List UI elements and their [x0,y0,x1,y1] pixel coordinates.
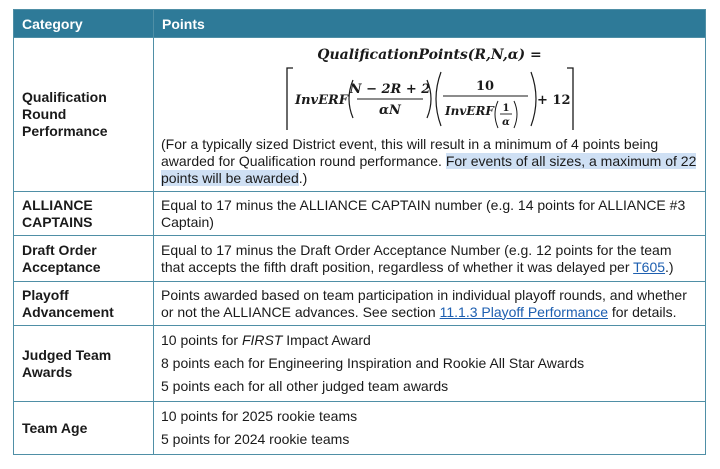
formula-num-2: 10 [475,79,494,94]
category-qualification: Qualification Round Performance [14,38,154,192]
points-captains: Equal to 17 minus the ALLIANCE CAPTAIN number (e.g. 14 points for ALLIANCE #3 Captain) [154,192,706,236]
qualification-note-end: .) [298,170,308,186]
points-draft [154,236,706,282]
paren-open-2 [436,72,441,126]
category-playoff: Playoff Advancement [14,282,154,326]
qualification-note [161,136,698,187]
team-age-line-2025: 10 points for 2025 rookie teams [161,408,358,424]
formula-fn-1: InvERF [294,93,348,108]
playoff-performance-link[interactable]: 11.1.3 Playoff Performance [439,303,608,320]
left-ceiling-bracket [287,68,293,130]
first-emphasis: FIRST [241,332,283,348]
qualification-note-highlight: For events of all sizes, a maximum of 22 points will be awarded [161,153,697,186]
playoff-text: Points awarded based on team participation in individual playoff rounds, and whether or not the ALLIANCE advances. See section [161,286,687,320]
category-judged: Judged Team Awards [14,326,154,402]
table-row [14,326,706,402]
category-captains: ALLIANCE CAPTAINS [14,192,154,236]
formula-one: 1 [502,103,509,114]
table-header-row [14,10,706,38]
table-row [14,38,706,192]
points-playoff [154,282,706,326]
formula-fn-2: InvERF [444,104,494,118]
table-row [14,402,706,455]
table-row [14,236,706,282]
formula-num-1: N − 2R + 2 [349,82,430,97]
category-draft: Draft Order Acceptance [14,236,154,282]
qualification-formula [285,66,575,132]
draft-text: Equal to 17 minus the Draft Order Acceptance Number (e.g. 12 points for the team that accepts the fifth draft position, regardless of whether it was delayed per [161,241,672,275]
team-age-line-2024: 5 points for 2024 rookie teams [161,431,350,447]
header-category: Category [14,10,154,38]
rule-t605-link[interactable]: T605 [633,258,666,275]
category-team-age: Team Age [14,402,154,455]
qualification-note-text: (For a typically sized District event, this will result in a minimum of 4 points being awarded for Qualification round performance. [161,136,659,169]
formula-plus: + 12 [536,93,571,108]
judged-line-impact-end: Impact Award [282,332,371,348]
header-points: Points [154,10,706,38]
paren-close-3 [514,101,517,128]
judged-line-impact-text: 10 points for [161,332,242,348]
formula-alpha: α [501,117,510,128]
playoff-text-end: for details. [607,303,677,320]
judged-line-impact [161,332,698,349]
paren-open-3 [495,101,498,128]
points-judged [154,326,706,402]
table-row [14,282,706,326]
draft-text-end: .) [665,258,674,275]
judged-line-ei-ras: 8 points each for Engineering Inspiration and Rookie All Star Awards [161,355,585,371]
paren-close-2 [531,72,536,126]
points-qualification [154,38,706,192]
points-team-age [154,402,706,455]
table-row [14,192,706,236]
judged-line-other: 5 points each for all other judged team awards [161,378,449,394]
formula-den-1: αN [378,103,401,118]
points-table [13,9,706,455]
equation-title: QualificationPoints(R,N,α) = [317,47,542,63]
